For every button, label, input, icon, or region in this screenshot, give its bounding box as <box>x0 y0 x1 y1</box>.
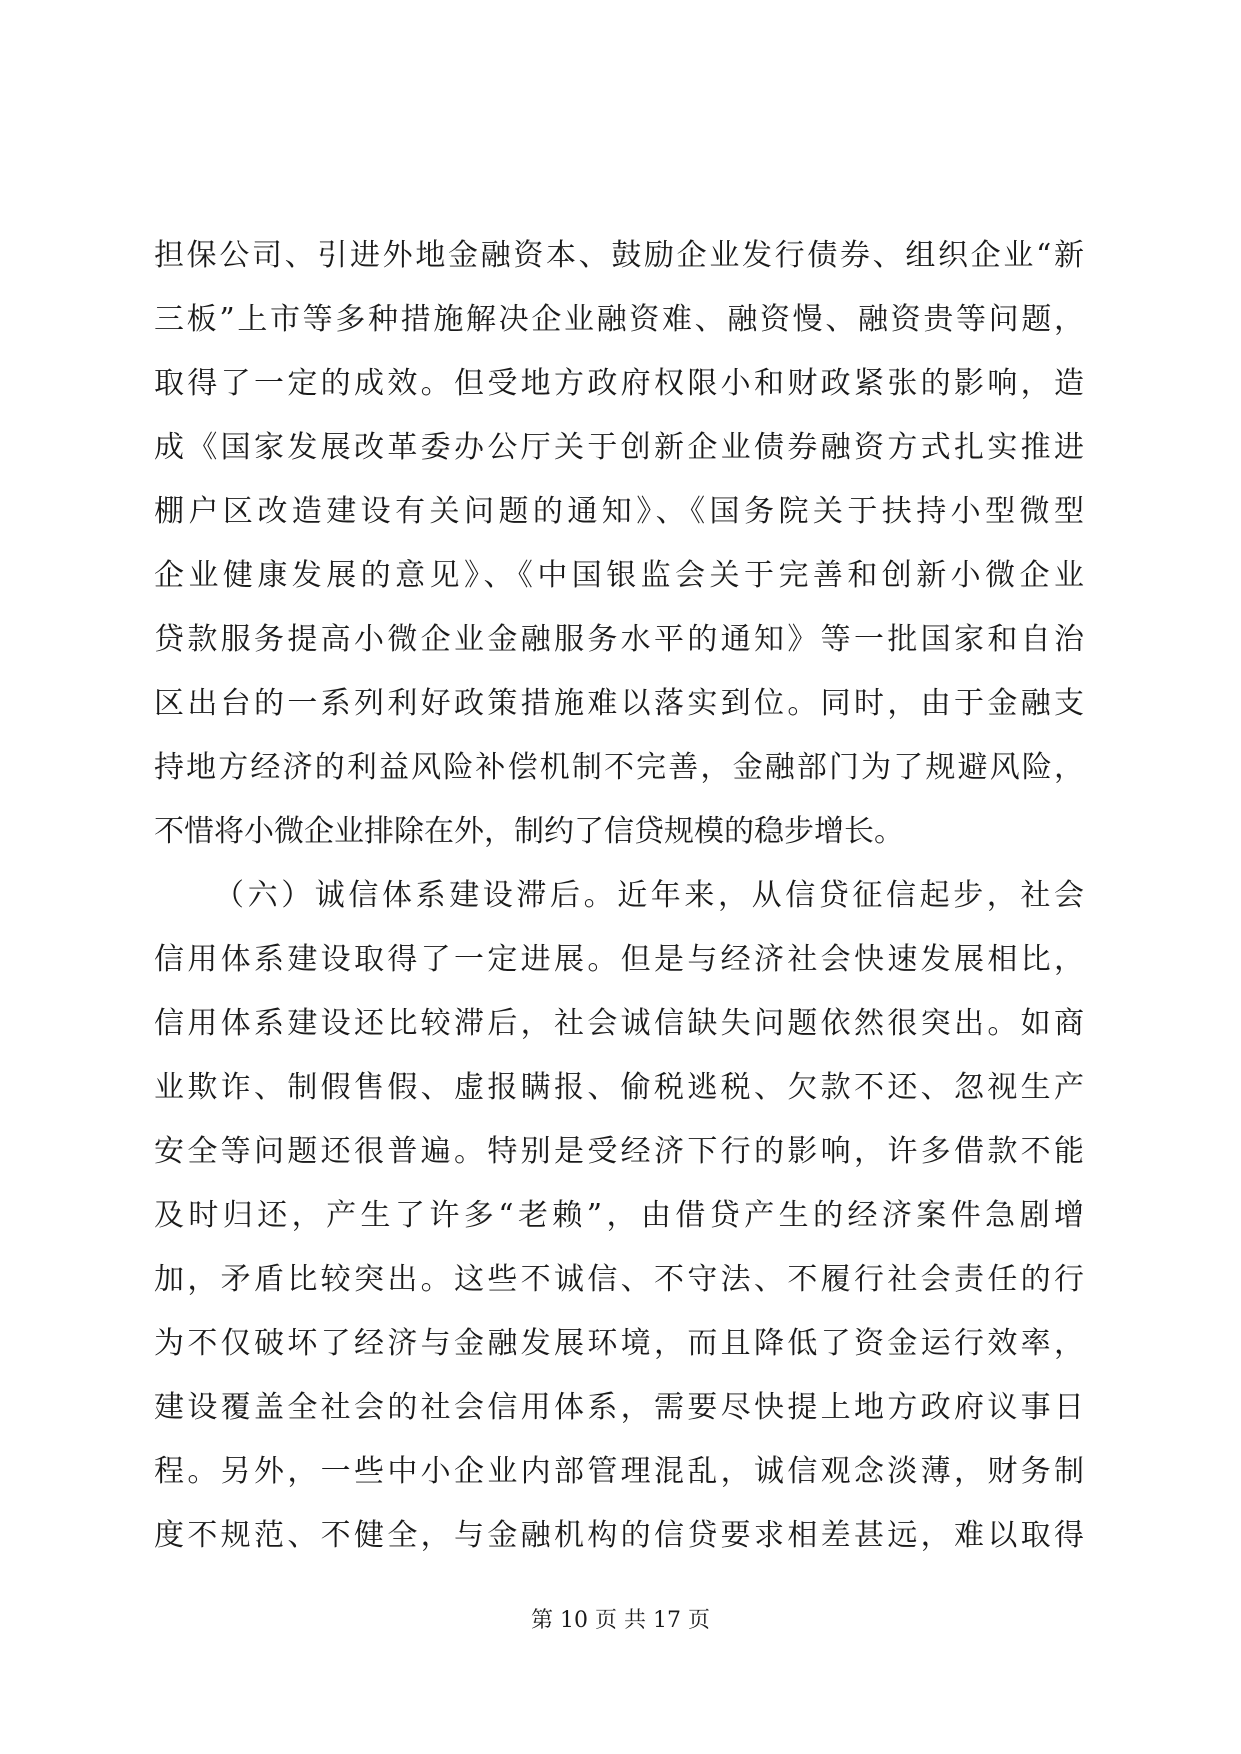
text-line: 程。另外，一些中小企业内部管理混乱，诚信观念淡薄，财务制 <box>154 1454 1084 1489</box>
text-line: 安全等问题还很普遍。特别是受经济下行的影响，许多借款不能 <box>154 1134 1084 1169</box>
page-footer <box>0 1606 1241 1636</box>
text-line: 区出台的一系列利好政策措施难以落实到位。同时，由于金融支 <box>154 686 1084 721</box>
text-line: 不惜将小微企业排除在外，制约了信贷规模的稳步增长。 <box>154 814 904 849</box>
paragraph-1 <box>154 224 1084 864</box>
text-line: 度不规范、不健全，与金融机构的信贷要求相差甚远，难以取得 <box>154 1518 1084 1553</box>
text-line: 成《国家发展改革委办公厅关于创新企业债券融资方式扎实推进 <box>154 430 1084 465</box>
text-line: 为不仅破坏了经济与金融发展环境，而且降低了资金运行效率， <box>154 1326 1084 1361</box>
text-line: 贷款服务提高小微企业金融服务水平的通知》等一批国家和自治 <box>154 622 1084 657</box>
text-line: 取得了一定的成效。但受地方政府权限小和财政紧张的影响，造 <box>154 366 1084 401</box>
body-text <box>154 224 1084 1568</box>
page-number-label: 第 10 页 共 17 页 <box>531 1608 710 1633</box>
section-heading-line: （六）诚信体系建设滞后。近年来，从信贷征信起步，社会 <box>214 878 1084 913</box>
text-line: 担保公司、引进外地金融资本、鼓励企业发行债券、组织企业“新 <box>154 238 1084 273</box>
text-line: 信用体系建设取得了一定进展。但是与经济社会快速发展相比， <box>154 942 1084 977</box>
text-line: 及时归还，产生了许多“老赖”，由借贷产生的经济案件急剧增 <box>154 1198 1084 1233</box>
text-line: 业欺诈、制假售假、虚报瞒报、偷税逃税、欠款不还、忽视生产 <box>154 1070 1084 1105</box>
text-line: 信用体系建设还比较滞后，社会诚信缺失问题依然很突出。如商 <box>154 1006 1084 1041</box>
text-line: 持地方经济的利益风险补偿机制不完善，金融部门为了规避风险， <box>154 750 1084 785</box>
text-line: 加，矛盾比较突出。这些不诚信、不守法、不履行社会责任的行 <box>154 1262 1084 1297</box>
text-line: 建设覆盖全社会的社会信用体系，需要尽快提上地方政府议事日 <box>154 1390 1084 1425</box>
paragraph-2 <box>154 864 1084 1568</box>
text-line: 三板”上市等多种措施解决企业融资难、融资慢、融资贵等问题， <box>154 302 1084 337</box>
text-line: 棚户区改造建设有关问题的通知》、《国务院关于扶持小型微型 <box>154 494 1084 529</box>
text-line: 企业健康发展的意见》、《中国银监会关于完善和创新小微企业 <box>154 558 1084 593</box>
